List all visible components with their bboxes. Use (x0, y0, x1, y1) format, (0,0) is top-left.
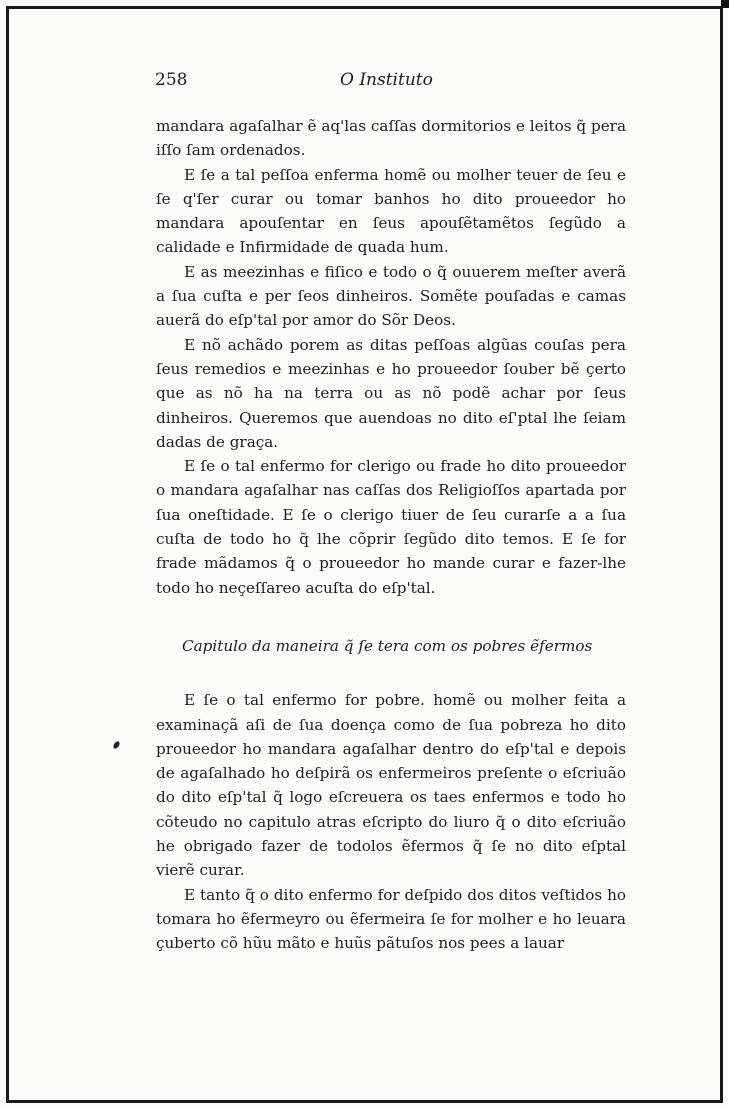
page-header (155, 70, 625, 94)
body-text (156, 114, 626, 956)
page-number: 258 (155, 70, 188, 90)
paragraph: E as meezinhas e fiſico e todo o q̃ ouuerem meſter averã a ſua cuſta e per ſeos dinheiros. Somẽte pouſadas e camas auerã do eſp'tal por amor do Sõr Deos. (156, 262, 626, 330)
paragraph: E ſe o tal enfermo for clerigo ou frade ho dito proueedor o mandara agaſalhar nas caſſas dos Religioſſos apartada por ſua oneſtidade. E ſe o clerigo tiuer de ſeu curarſe a a ſua cuſta de todo ho q̃ lhe cõprir ſegũdo dito temos. E ſe for frade mãdamos q̃ o proueedor ho mande curar e fazer-lhe todo ho neçeſſareo acuſta do eſp'tal. (156, 457, 626, 597)
paragraph: E nõ achãdo porem as ditas peſſoas algũas couſas pera ſeus remedios e meezinhas e ho proueedor ſouber bẽ çerto que as nõ ha na terra ou as nõ podẽ achar por ſeus dinheiros. Queremos que auendoas no dito eſ'ptal lhe ſeiam dadas de graça. (156, 335, 626, 451)
corner-mark (721, 0, 729, 8)
paragraph-continuation: mandara agaſalhar ẽ aq'las caſſas dormitorios e leitos q̃ pera iſſo ſam ordenados. (156, 117, 626, 160)
chapter-heading: Capitulo da maneira q̃ ſe tera com os pobres ẽfermos (182, 636, 593, 655)
running-title: O Instituto (340, 70, 433, 90)
paragraph: E ſe o tal enfermo for pobre. homẽ ou molher feita a examinaçã aſi de ſua doença como de ſua pobreza ho dito proueedor ho mandara agaſalhar dentro do eſp'tal e depois de agaſalhado ho deſpirã os enfermeiros preſente o eſcriuão do dito eſp'tal q̃ logo eſcreuera os taes enfermos e todo ho cõteudo no capitulo atras eſcripto do liuro q̃ o dito eſcriuão he obrigado fazer de todolos ẽfermos q̃ ſe no dito eſptal vierẽ curar. (156, 691, 626, 880)
paragraph: E tanto q̃ o dito enfermo for deſpido dos ditos veſtidos ho tomara ho ẽfermeyro ou ẽfermeira ſe for molher e ho leuara çuberto cõ hũu mãto e huũs pãtuſos nos pees a lauar (156, 885, 626, 953)
paragraph: E ſe a tal peſſoa enferma homẽ ou molher teuer de ſeu e ſe q'ſer curar ou tomar banhos ho dito proueedor ho mandara apouſentar en ſeus apouſẽtamẽtos ſegũdo a calidade e Infirmidade de quada hum. (156, 165, 626, 257)
